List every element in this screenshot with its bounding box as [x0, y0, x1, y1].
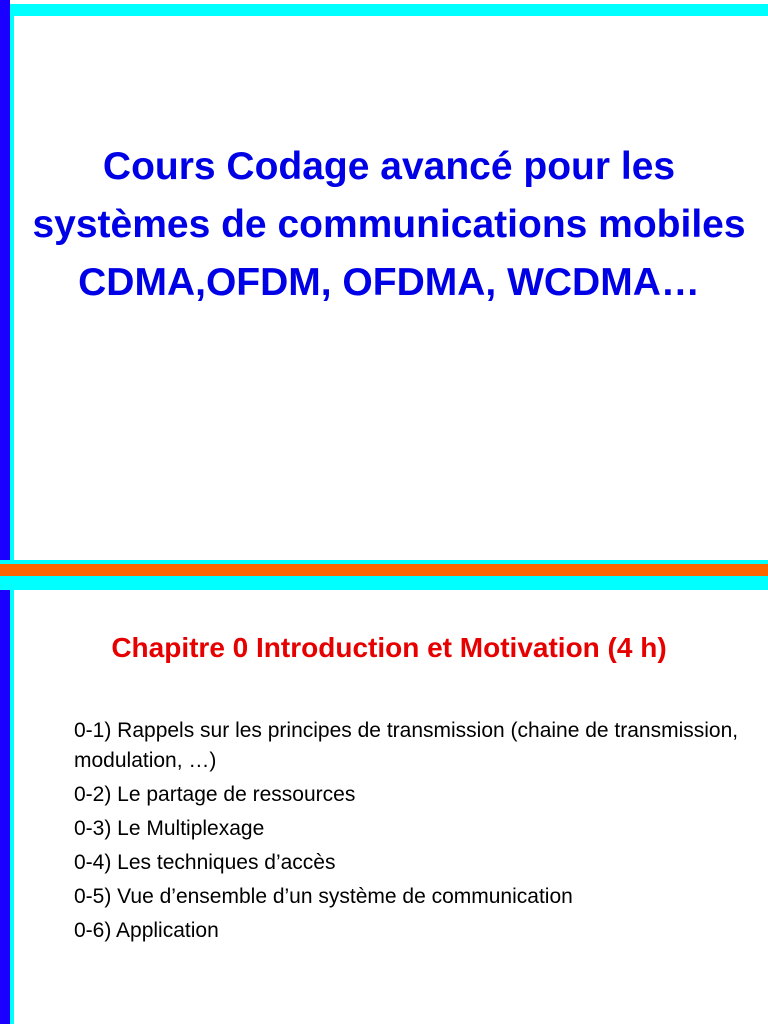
chapter-outline	[74, 716, 754, 950]
outline-item: 0-4) Les techniques d’accès	[74, 851, 336, 874]
outline-item: 0-1) Rappels sur les principes de transmission (chaine de transmission, modulation, …)	[74, 719, 739, 772]
outline-item: 0-5) Vue d’ensemble d’un système de communication	[74, 885, 573, 908]
slide-title: Cours Codage avancé pour les systèmes de communications mobiles CDMA,OFDM, OFDMA, WCDMA…	[32, 145, 746, 304]
chapter-title: Chapitre 0 Introduction et Motivation (4 h)	[111, 632, 667, 663]
outline-item: 0-6) Application	[74, 919, 219, 942]
outline-item: 0-3) Le Multiplexage	[74, 817, 265, 840]
outline-item: 0-2) Le partage de ressources	[74, 783, 356, 806]
